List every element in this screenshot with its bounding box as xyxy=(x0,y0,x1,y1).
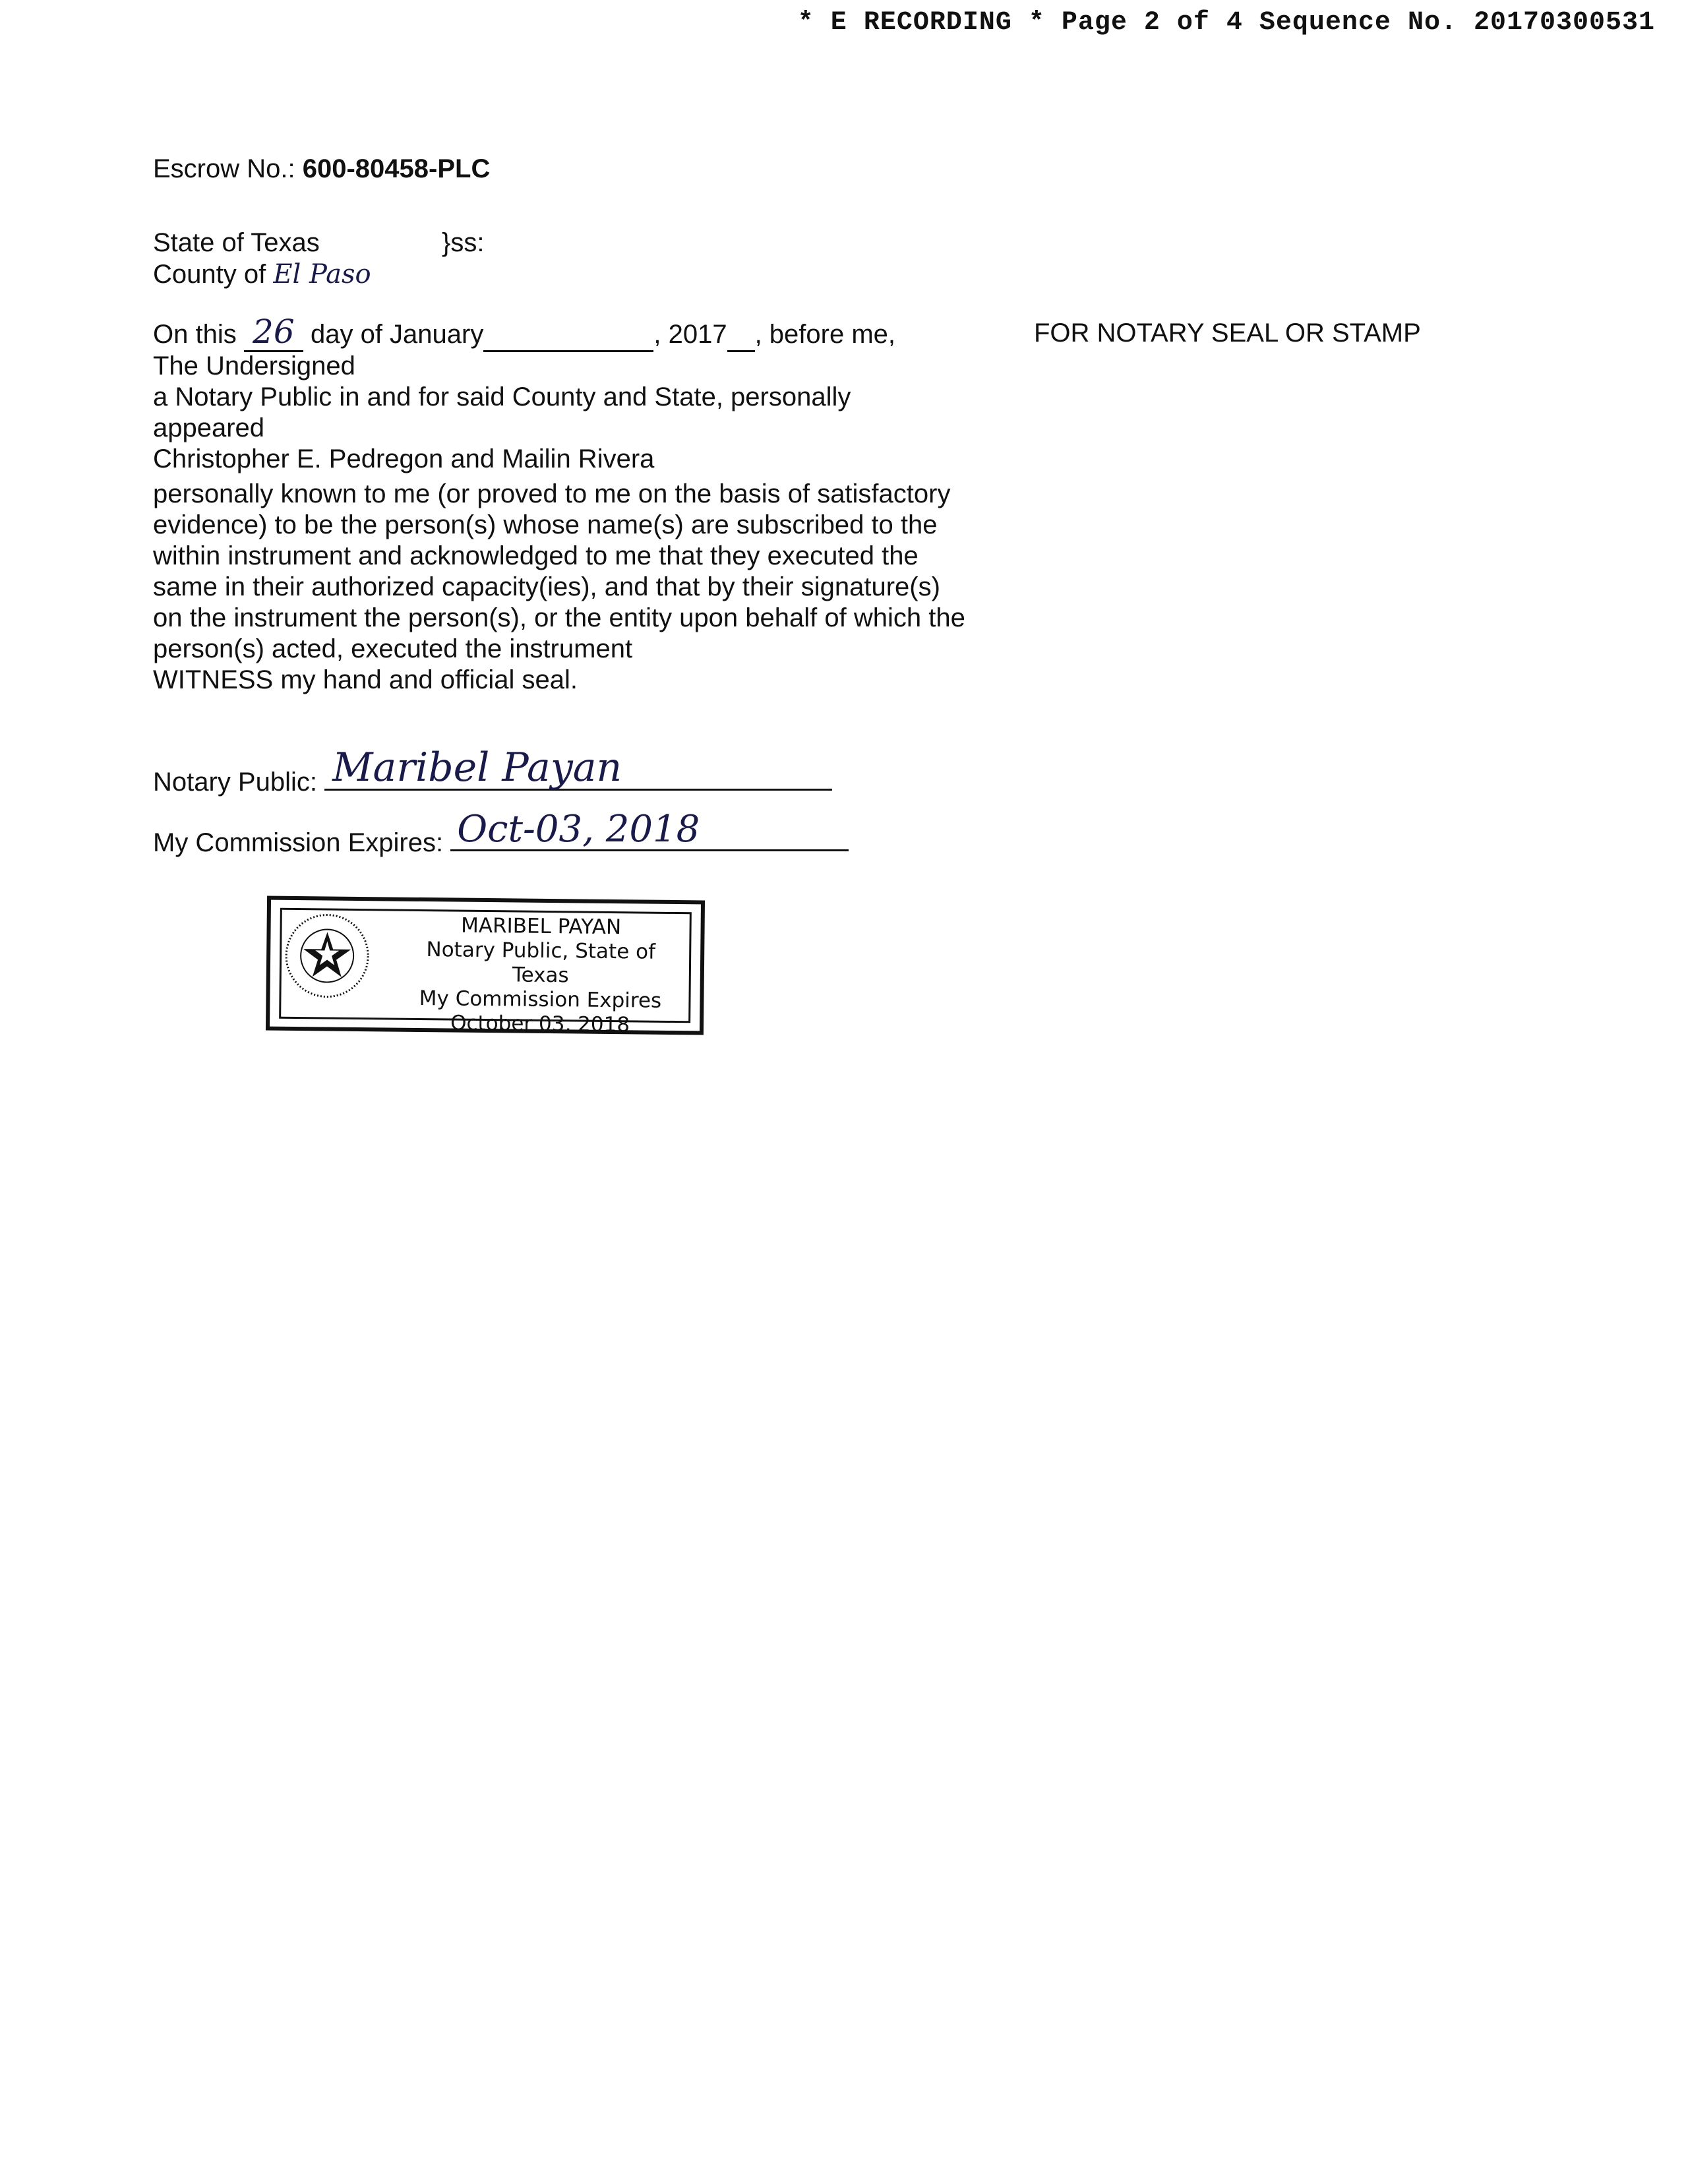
notary-signature-blank xyxy=(324,744,832,791)
day-of-label: day of January xyxy=(310,320,484,349)
month-blank xyxy=(483,318,653,352)
escrow-label: Escrow No.: xyxy=(153,154,295,183)
stamp-text-block xyxy=(395,913,686,1039)
county-handwritten: El Paso xyxy=(273,259,371,289)
stamp-expires-date: October 03, 2018 xyxy=(450,1011,630,1037)
witness-line: WITNESS my hand and official seal. xyxy=(153,665,578,694)
texas-star-seal-icon xyxy=(283,912,371,1000)
county-line xyxy=(153,258,371,290)
escrow-line xyxy=(153,153,490,185)
year-blank xyxy=(727,318,755,352)
recording-header: * E RECORDING * Page 2 of 4 Sequence No. 20170300531 xyxy=(797,8,1655,38)
county-label: County of xyxy=(153,260,266,289)
notary-seal-label: FOR NOTARY SEAL OR STAMP xyxy=(1034,318,1421,348)
on-this-label: On this xyxy=(153,320,237,349)
commission-expires-handwritten: Oct-03, 2018 xyxy=(457,808,700,851)
notary-stamp xyxy=(266,896,705,1035)
acknowledgment-text: personally known to me (or proved to me on the basis of satisfactory evidence) to be the person(s) whose name(s) are subscribed to the within instrument and acknowledged to me that they executed the same in their authorized capacity(ies), and that by their signature(s) on the instrument the person(s), or the entity upon behalf of which the person(s) acted, executed the instrument xyxy=(153,479,965,663)
commission-blank xyxy=(450,808,849,851)
officer-line: The Undersigned xyxy=(153,351,355,380)
notary-signature-line xyxy=(153,744,832,797)
ss-mark: }ss: xyxy=(442,228,485,257)
escrow-number: 600-80458-PLC xyxy=(302,154,491,183)
notary-public-line: a Notary Public in and for said County and State, personally xyxy=(153,382,851,411)
state-label: State of Texas xyxy=(153,228,320,257)
acknowledgment-paragraph xyxy=(153,479,971,696)
day-blank xyxy=(244,313,303,352)
notary-signature: Maribel Payan xyxy=(332,744,622,791)
state-line xyxy=(153,227,485,258)
year-label: , 2017 xyxy=(653,320,727,349)
stamp-expires-label: My Commission Expires xyxy=(419,986,662,1013)
stamp-notary-title: Notary Public, State of Texas xyxy=(426,938,656,988)
day-handwritten: 26 xyxy=(253,313,295,351)
stamp-notary-name: MARIBEL PAYAN xyxy=(460,913,622,940)
names-line: Christopher E. Pedregon and Mailin Rivera xyxy=(153,444,655,473)
notary-public-label: Notary Public: xyxy=(153,768,317,797)
date-line xyxy=(153,313,896,352)
commission-line xyxy=(153,808,849,858)
appeared-line: appeared xyxy=(153,413,265,442)
before-me-label: , before me, xyxy=(754,320,896,349)
commission-expires-label: My Commission Expires: xyxy=(153,828,444,857)
